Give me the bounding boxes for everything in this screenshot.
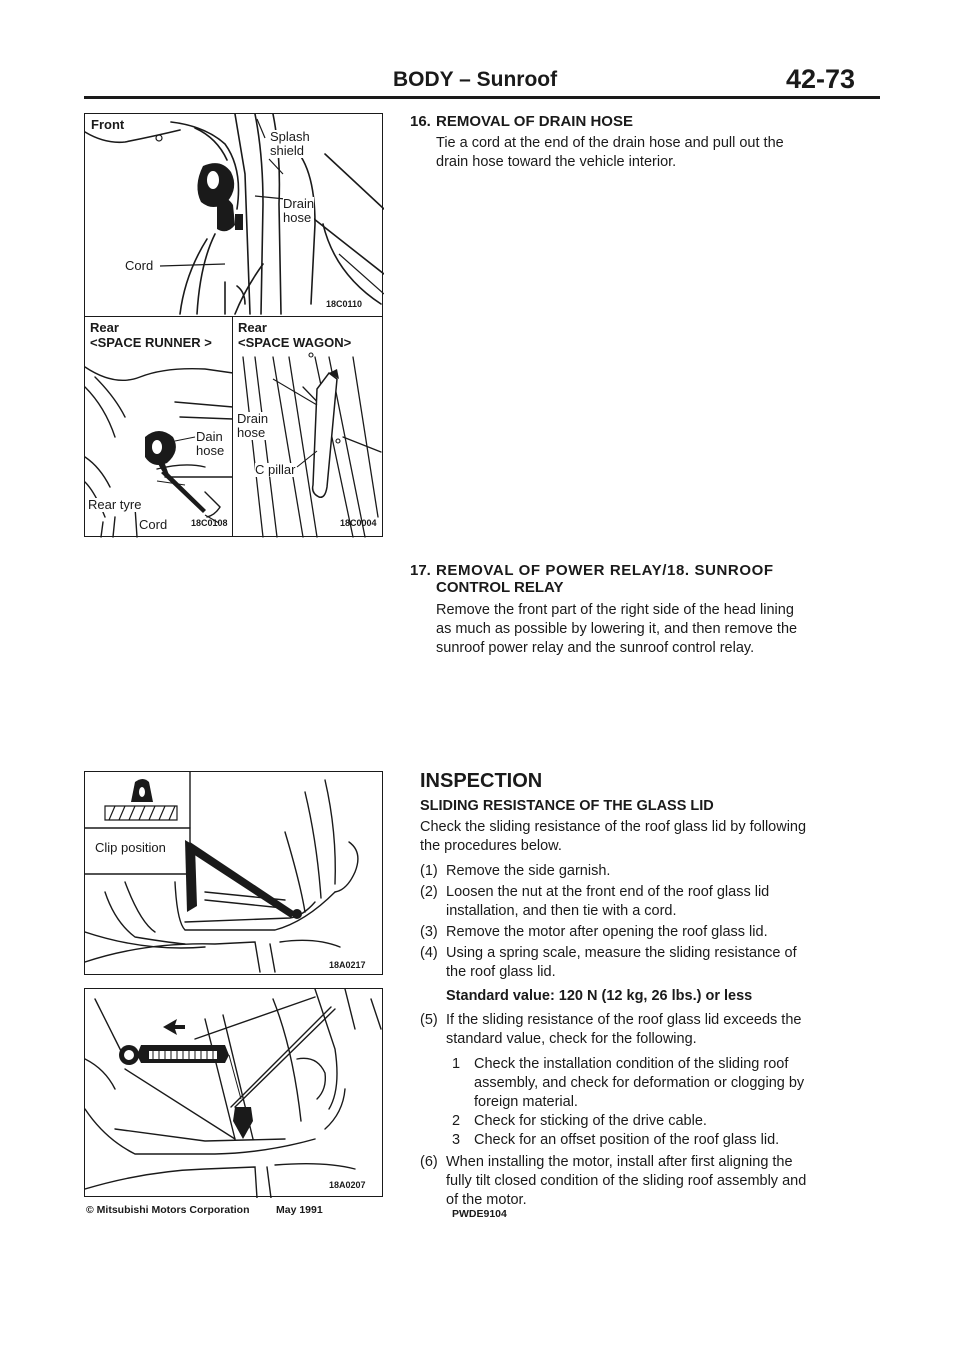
figure-code: 18C0108	[191, 518, 228, 528]
step-3	[420, 923, 890, 942]
step-text: Remove the motor after opening the roof glass lid.	[446, 924, 768, 940]
step-2	[420, 883, 890, 923]
section-16-body-line-1: Tie a cord at the end of the drain hose and pull out the	[436, 135, 784, 151]
sub-item-text: foreign material.	[474, 1094, 578, 1110]
sub-item-2	[452, 1112, 892, 1131]
section-16-body-line-2: drain hose toward the vehicle interior.	[436, 154, 677, 170]
page-number: 42-73	[786, 64, 856, 94]
sliding-resistance-heading: SLIDING RESISTANCE OF THE GLASS LID	[420, 798, 714, 814]
step-text: of the motor.	[446, 1192, 527, 1208]
section-number: 17.	[410, 562, 431, 579]
section-title-text: REMOVAL OF DRAIN HOSE	[436, 113, 633, 130]
spring-scale-illustration	[85, 989, 384, 1198]
cord-label: Cord	[139, 517, 168, 532]
splash-shield-label: Splash shield	[270, 129, 310, 158]
sub-item-text: Check the installation condition of the sliding roof	[474, 1056, 789, 1072]
figure-drain-hose-space-runner	[84, 316, 233, 537]
figure-drain-hose-space-wagon	[232, 316, 383, 537]
sub-item-number: 1	[452, 1056, 461, 1072]
space-wagon-label: <SPACE WAGON>	[238, 335, 352, 350]
sub-item-number: 2	[452, 1113, 461, 1129]
figure-code: 18C0004	[340, 518, 377, 528]
step-text: standard value, check for the following.	[446, 1031, 697, 1047]
footer-date: May 1991	[276, 1204, 323, 1216]
step-text: Loosen the nut at the front end of the roof glass lid	[446, 884, 770, 900]
step-text: the roof glass lid.	[446, 964, 556, 980]
sub-item-3	[452, 1131, 892, 1150]
step-6	[420, 1153, 890, 1211]
step-number: (5)	[420, 1012, 438, 1028]
step-5	[420, 1011, 890, 1051]
section-16-title	[410, 112, 633, 131]
sub-item-1	[452, 1055, 892, 1115]
drain-hose-label: Drain hose	[283, 196, 315, 225]
sub-item-number: 3	[452, 1132, 461, 1148]
drain-hose-label: Dain hose	[196, 429, 225, 458]
space-runner-label: <SPACE RUNNER >	[90, 335, 212, 350]
rear-label: Rear	[90, 320, 119, 335]
drain-hose-label: Drain hose	[237, 411, 269, 440]
sub-item-text: Check for sticking of the drive cable.	[474, 1113, 707, 1129]
figure-clip-position	[84, 771, 383, 975]
rear-label: Rear	[238, 320, 267, 335]
step-1	[420, 862, 890, 881]
cord-label: Cord	[125, 258, 154, 273]
step-4	[420, 944, 890, 984]
clip-position-illustration	[85, 772, 384, 976]
inspection-intro-line-2: the procedures below.	[420, 838, 562, 854]
c-pillar-label: C pillar	[255, 462, 296, 477]
clip-position-label: Clip position	[95, 840, 166, 855]
step-number: (2)	[420, 884, 438, 900]
header-rule	[84, 96, 880, 99]
sub-item-text: Check for an offset position of the roof glass lid.	[474, 1132, 780, 1148]
step-text: If the sliding resistance of the roof glass lid exceeds the	[446, 1012, 802, 1028]
section-17-body-line-3: sunroof power relay and the sunroof control relay.	[436, 640, 755, 656]
step-text: Remove the side garnish.	[446, 863, 611, 879]
figure-code: 18C0110	[326, 299, 363, 309]
step-text: Using a spring scale, measure the sliding resistance of	[446, 945, 797, 961]
figure-code: 18A0207	[329, 1180, 366, 1190]
section-17-title-line-2: CONTROL RELAY	[436, 579, 564, 596]
step-number: (6)	[420, 1154, 438, 1170]
figure-spring-scale	[84, 988, 383, 1197]
page-header-title: BODY – Sunroof	[393, 68, 558, 91]
sub-item-text: assembly, and check for deformation or clogging by	[474, 1075, 805, 1091]
inspection-heading: INSPECTION	[420, 770, 543, 792]
step-number: (1)	[420, 863, 438, 879]
document-code: PWDE9104	[452, 1208, 507, 1220]
section-number: 16.	[410, 113, 431, 130]
rear-tyre-label: Rear tyre	[88, 497, 142, 512]
section-17-body-line-2: as much as possible by lowering it, and then remove the	[436, 621, 798, 637]
figure-code: 18A0217	[329, 960, 366, 970]
front-label: Front	[91, 117, 125, 132]
step-text: installation, and then tie with a cord.	[446, 903, 677, 919]
footer-copyright: © Mitsubishi Motors Corporation	[86, 1204, 250, 1216]
standard-value: Standard value: 120 N (12 kg, 26 lbs.) or less	[446, 988, 753, 1004]
step-number: (3)	[420, 924, 438, 940]
step-number: (4)	[420, 945, 438, 961]
step-text: When installing the motor, install after first aligning the	[446, 1154, 793, 1170]
section-title-text: REMOVAL OF POWER RELAY/18. SUNROOF	[436, 562, 774, 579]
step-text: fully tilt closed condition of the sliding roof assembly and	[446, 1173, 807, 1189]
drain-hose-front-illustration	[85, 114, 384, 318]
inspection-intro-line-1: Check the sliding resistance of the roof glass lid by following	[420, 819, 807, 835]
section-17-body-line-1: Remove the front part of the right side of the head lining	[436, 602, 794, 618]
figure-drain-hose-front	[84, 113, 383, 317]
